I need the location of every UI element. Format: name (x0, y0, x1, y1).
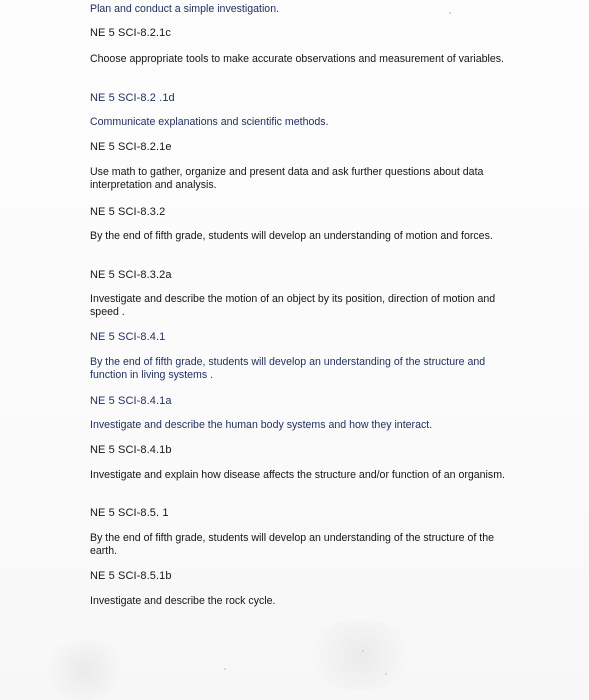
standard-description (90, 166, 510, 192)
standard-code (90, 92, 175, 105)
standard-code-label: NE 5 SCI-8.4.1 (90, 331, 166, 343)
standard-code (90, 206, 165, 219)
standard-text: Investigate and describe the rock cycle. (90, 595, 276, 607)
scan-speck (385, 673, 387, 675)
standard-code-label: NE 5 SCI-8.5. 1 (90, 507, 169, 519)
standard-code (90, 27, 171, 40)
standard-code (90, 141, 172, 154)
standard-description (90, 356, 510, 382)
standard-text: Plan and conduct a simple investigation. (90, 3, 280, 15)
scan-speck (362, 650, 364, 652)
standard-text: By the end of fifth grade, students will develop an understanding of the structure of the earth. (90, 532, 494, 557)
scan-smudge (40, 640, 130, 700)
standard-code-label: NE 5 SCI-8.2.1c (90, 27, 171, 39)
scan-smudge (300, 620, 420, 690)
standard-code-label: NE 5 SCI-8.4.1a (90, 395, 172, 407)
standard-description (90, 595, 276, 608)
standard-text: By the end of fifth grade, students will develop an understanding of motion and forces. (90, 230, 493, 242)
standard-description (90, 53, 510, 66)
standard-text: By the end of fifth grade, students will develop an understanding of the structure and function in living systems . (90, 356, 486, 381)
standard-description (90, 3, 279, 16)
standard-code-label: NE 5 SCI-8.4.1b (90, 444, 172, 456)
scan-speck (449, 12, 451, 14)
standard-text: Choose appropriate tools to make accurate observations and measurement of variables. (90, 53, 504, 65)
standard-description (90, 116, 328, 129)
standard-code (90, 331, 165, 344)
standard-description (90, 469, 510, 482)
standard-text: Use math to gather, organize and present data and ask further questions about data interpretation and analysis. (90, 166, 484, 191)
standard-description (90, 419, 432, 432)
standard-code (90, 507, 169, 520)
standard-text: Investigate and describe the human body systems and how they interact. (90, 419, 433, 431)
standard-code-label: NE 5 SCI-8.2.1e (90, 141, 172, 153)
standard-description (90, 230, 510, 243)
standard-code (90, 395, 172, 408)
standard-text: Communicate explanations and scientific methods. (90, 116, 329, 128)
standard-code (90, 444, 172, 457)
standard-code (90, 269, 172, 282)
standard-code-label: NE 5 SCI-8.3.2a (90, 269, 172, 281)
standard-code (90, 570, 172, 583)
standard-code-label: NE 5 SCI-8.3.2 (90, 206, 166, 218)
standard-code-label: NE 5 SCI-8.2 .1d (90, 92, 175, 104)
standard-text: Investigate and explain how disease affects the structure and/or function of an organism. (90, 469, 505, 481)
standard-text: Investigate and describe the motion of an object by its position, direction of motion and speed . (90, 293, 496, 318)
standard-description (90, 532, 510, 558)
standard-code-label: NE 5 SCI-8.5.1b (90, 570, 172, 582)
standard-description (90, 293, 510, 319)
scan-speck (224, 668, 226, 670)
